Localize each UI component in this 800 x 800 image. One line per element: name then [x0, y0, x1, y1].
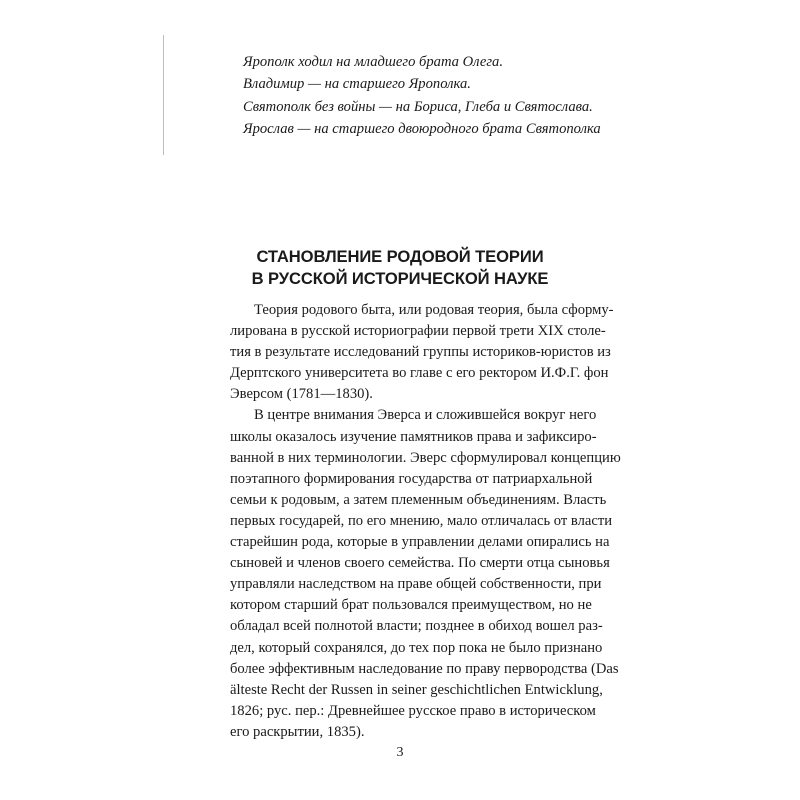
paragraph-2: [230, 405, 621, 743]
text-line: 1826; рус. пер.: Древнейшее русское право в историческом: [230, 702, 596, 719]
text-line: сыновей и членов своего семейства. По смерти отца сыновья: [230, 555, 610, 572]
text-line: управляли наследством на праве общей собственности, при: [230, 576, 602, 593]
epigraph-line: Владимир — на старшего Ярополка.: [243, 76, 471, 93]
text-line: лирована в русской историографии первой трети XIX столе-: [230, 323, 606, 340]
epigraph: [243, 51, 663, 140]
text-line: первых государей, по его мнению, мало отличалась от власти: [230, 512, 613, 529]
chapter-heading-line: В РУССКОЙ ИСТОРИЧЕСКОЙ НАУКЕ: [251, 269, 549, 288]
text-line: старейшин рода, которые в управлении делами опирались на: [230, 534, 610, 551]
epigraph-line: Ярополк ходил на младшего брата Олега.: [243, 54, 503, 70]
text-line: Теория родового быта, или родовая теория, была сформу-: [254, 302, 614, 318]
text-line: более эффективным наследование по праву первородства (Das: [230, 660, 619, 677]
margin-rule: [163, 35, 164, 155]
text-line: дел, который сохранялся, до тех пор пока не было признано: [230, 639, 603, 656]
text-line: тия в результате исследований группы историков-юристов из: [230, 344, 611, 361]
epigraph-line: Святополк без войны — на Бориса, Глеба и Святослава.: [243, 98, 593, 115]
paragraph-1: [230, 300, 614, 405]
text-line: котором старший брат пользовался преимуществом, но не: [230, 597, 592, 614]
page-number: 3: [396, 745, 404, 760]
epigraph-line: Ярослав — на старшего двоюродного брата Святополка: [243, 120, 601, 137]
chapter-heading: [200, 246, 600, 290]
body-text: [230, 300, 621, 743]
text-line: его раскрытии, 1835).: [230, 723, 365, 740]
text-line: семьи к родовым, а затем племенным объединениям. Власть: [230, 491, 607, 508]
text-line: В центре внимания Эверса и сложившейся вокруг него: [254, 407, 597, 424]
text-line: поэтапного формирования государства от патриархальной: [230, 470, 593, 487]
text-line: Эверсом (1781—1830).: [230, 386, 373, 403]
text-line: Дерптского университета во главе с его ректором И.Ф.Г. фон: [230, 365, 609, 382]
text-line: школы оказалось изучение памятников права и зафиксиро-: [230, 428, 597, 445]
text-line: älteste Recht der Russen in seiner geschichtlichen Entwicklung,: [230, 681, 603, 698]
text-line: обладал всей полнотой власти; позднее в обиход вошел раз-: [230, 618, 603, 635]
text-line: ванной в них терминологии. Эверс сформулировал концепцию: [230, 449, 621, 466]
chapter-heading-line: СТАНОВЛЕНИЕ РОДОВОЙ ТЕОРИИ: [256, 247, 544, 266]
